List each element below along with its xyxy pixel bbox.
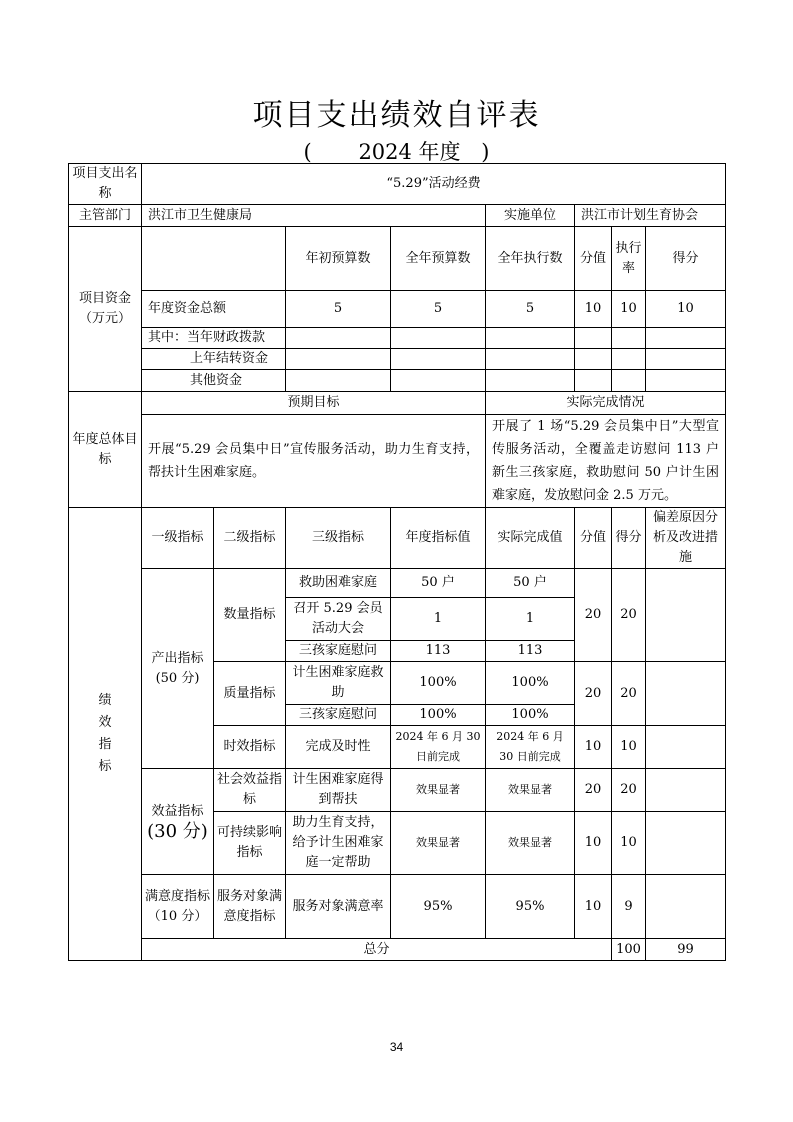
actual-goal-header: 实际完成情况 <box>486 392 726 415</box>
level3-name: 三孩家庭慰问 <box>286 705 391 726</box>
fund-score-value <box>575 328 612 349</box>
fund-budget <box>286 349 391 370</box>
actual-value: 1 <box>486 598 575 641</box>
fund-executed <box>486 370 575 392</box>
actual-value: 效果显著 <box>486 769 575 812</box>
executed-header: 全年执行数 <box>486 227 575 291</box>
target-value: 100% <box>391 705 486 726</box>
fund-budget <box>286 370 391 392</box>
benefit-label-text: 效益指标 <box>151 803 204 819</box>
sustain-indicator-label: 可持续影响指标 <box>214 812 286 875</box>
fund-row-name: 上年结转资金 <box>142 349 286 370</box>
score-value: 10 <box>575 812 612 875</box>
total-label: 总分 <box>142 939 612 961</box>
score: 10 <box>612 726 646 769</box>
level3-name: 救助困难家庭 <box>286 569 391 598</box>
score: 20 <box>612 769 646 812</box>
fund-full-budget <box>391 349 486 370</box>
quality-indicator-label: 质量指标 <box>214 662 286 726</box>
output-indicator-label: 产出指标(50 分) <box>142 569 214 769</box>
satisfaction-indicator-label: 满意度指标（10 分） <box>142 875 214 939</box>
actual-value: 113 <box>486 641 575 662</box>
score-header: 得分 <box>646 227 726 291</box>
score: 20 <box>612 569 646 662</box>
deviation-cell <box>646 875 726 939</box>
actual-value: 效果显著 <box>486 812 575 875</box>
deviation-cell <box>646 726 726 769</box>
fund-score-value <box>575 349 612 370</box>
level3-name: 计生困难家庭救助 <box>286 662 391 705</box>
target-value: 2024 年 6 月 30 日前完成 <box>391 726 486 769</box>
actual-value: 2024 年 6 月 30 日前完成 <box>486 726 575 769</box>
project-name-value: “5.29”活动经费 <box>142 164 726 205</box>
actual-value: 100% <box>486 662 575 705</box>
target-value: 1 <box>391 598 486 641</box>
level3-name: 完成及时性 <box>286 726 391 769</box>
score: 10 <box>612 812 646 875</box>
actual-goal-text: 开展了 1 场“5.29 会员集中日”大型宣传服务活动，全覆盖走访慰问 113 户新生三孩家庭，救助慰问 50 户计生困难家庭，发放慰问金 2.5 万元。 <box>486 415 726 508</box>
goal-label: 年度总体目标 <box>69 392 142 508</box>
dept-label: 主管部门 <box>69 205 142 227</box>
fiscal-year: 2024 年度 <box>358 140 461 164</box>
fund-exec-rate <box>612 349 646 370</box>
fund-score <box>646 349 726 370</box>
fund-score <box>646 370 726 392</box>
level3-name: 计生困难家庭得到帮扶 <box>286 769 391 812</box>
score-value: 10 <box>575 875 612 939</box>
fund-score-value: 10 <box>575 291 612 328</box>
self-evaluation-table <box>68 163 726 961</box>
fund-full-budget <box>391 328 486 349</box>
page-number: 34 <box>389 1040 404 1054</box>
timeliness-indicator-label: 时效指标 <box>214 726 286 769</box>
level3-name: 召开 5.29 会员活动大会 <box>286 598 391 641</box>
full-budget-header: 全年预算数 <box>391 227 486 291</box>
deviation-cell <box>646 812 726 875</box>
score: 20 <box>612 662 646 726</box>
satisfaction-level2-label: 服务对象满意度指标 <box>214 875 286 939</box>
score: 9 <box>612 875 646 939</box>
expected-goal-text: 开展“5.29 会员集中日”宣传服务活动，助力生育支持，帮扶计生困难家庭。 <box>142 415 486 508</box>
fund-row-name: 其他资金 <box>142 370 286 392</box>
level3-name: 服务对象满意率 <box>286 875 391 939</box>
expected-goal-header: 预期目标 <box>142 392 486 415</box>
year-close-paren: ) <box>481 140 490 164</box>
level3-header: 三级指标 <box>286 508 391 569</box>
actual-value: 95% <box>486 875 575 939</box>
score-value: 20 <box>575 569 612 662</box>
fund-executed <box>486 328 575 349</box>
fund-budget <box>286 328 391 349</box>
target-value: 95% <box>391 875 486 939</box>
budget-header: 年初预算数 <box>286 227 391 291</box>
target-value: 113 <box>391 641 486 662</box>
score-value: 20 <box>575 662 612 726</box>
fund-score <box>646 328 726 349</box>
funds-label: 项目资金（万元） <box>69 227 142 392</box>
total-score: 99 <box>646 939 726 961</box>
level3-name: 三孩家庭慰问 <box>286 641 391 662</box>
total-score-value: 100 <box>612 939 646 961</box>
benefit-points: (30 分) <box>147 820 208 842</box>
deviation-header: 偏差原因分析及改进措施 <box>646 508 726 569</box>
indicator-score-value-header: 分值 <box>575 508 612 569</box>
target-value: 50 户 <box>391 569 486 598</box>
fund-full-budget <box>391 370 486 392</box>
target-value: 100% <box>391 662 486 705</box>
impl-unit-value: 洪江市计划生育协会 <box>575 205 726 227</box>
score-value: 20 <box>575 769 612 812</box>
exec-rate-header: 执行率 <box>612 227 646 291</box>
deviation-cell <box>646 662 726 726</box>
impl-unit-label: 实施单位 <box>486 205 575 227</box>
project-name-label: 项目支出名称 <box>69 164 142 205</box>
benefit-indicator-label <box>142 769 214 875</box>
indicators-section-label: 绩效指标 <box>69 508 142 961</box>
score-value: 10 <box>575 726 612 769</box>
target-value: 效果显著 <box>391 812 486 875</box>
level2-header: 二级指标 <box>214 508 286 569</box>
fund-score: 10 <box>646 291 726 328</box>
actual-value: 100% <box>486 705 575 726</box>
target-value: 效果显著 <box>391 769 486 812</box>
level1-header: 一级指标 <box>142 508 214 569</box>
quantity-indicator-label: 数量指标 <box>214 569 286 662</box>
fund-row-name: 年度资金总额 <box>142 291 286 328</box>
deviation-cell <box>646 569 726 662</box>
actual-value: 50 户 <box>486 569 575 598</box>
target-header: 年度指标值 <box>391 508 486 569</box>
actual-header: 实际完成值 <box>486 508 575 569</box>
fund-exec-rate: 10 <box>612 291 646 328</box>
fund-full-budget: 5 <box>391 291 486 328</box>
dept-value: 洪江市卫生健康局 <box>142 205 486 227</box>
level3-name: 助力生育支持，给予计生困难家庭一定帮助 <box>286 812 391 875</box>
year-line <box>0 136 793 166</box>
fund-executed: 5 <box>486 291 575 328</box>
fund-exec-rate <box>612 370 646 392</box>
deviation-cell <box>646 769 726 812</box>
year-open-paren: ( <box>303 140 312 164</box>
score-value-header: 分值 <box>575 227 612 291</box>
fund-row-name: 其中：当年财政拨款 <box>142 328 286 349</box>
fund-budget: 5 <box>286 291 391 328</box>
document-title: 项目支出绩效自评表 <box>252 98 541 133</box>
fund-score-value <box>575 370 612 392</box>
indicator-score-header: 得分 <box>612 508 646 569</box>
fund-exec-rate <box>612 328 646 349</box>
fund-executed <box>486 349 575 370</box>
social-benefit-label: 社会效益指标 <box>214 769 286 812</box>
funds-blank-header <box>142 227 286 291</box>
